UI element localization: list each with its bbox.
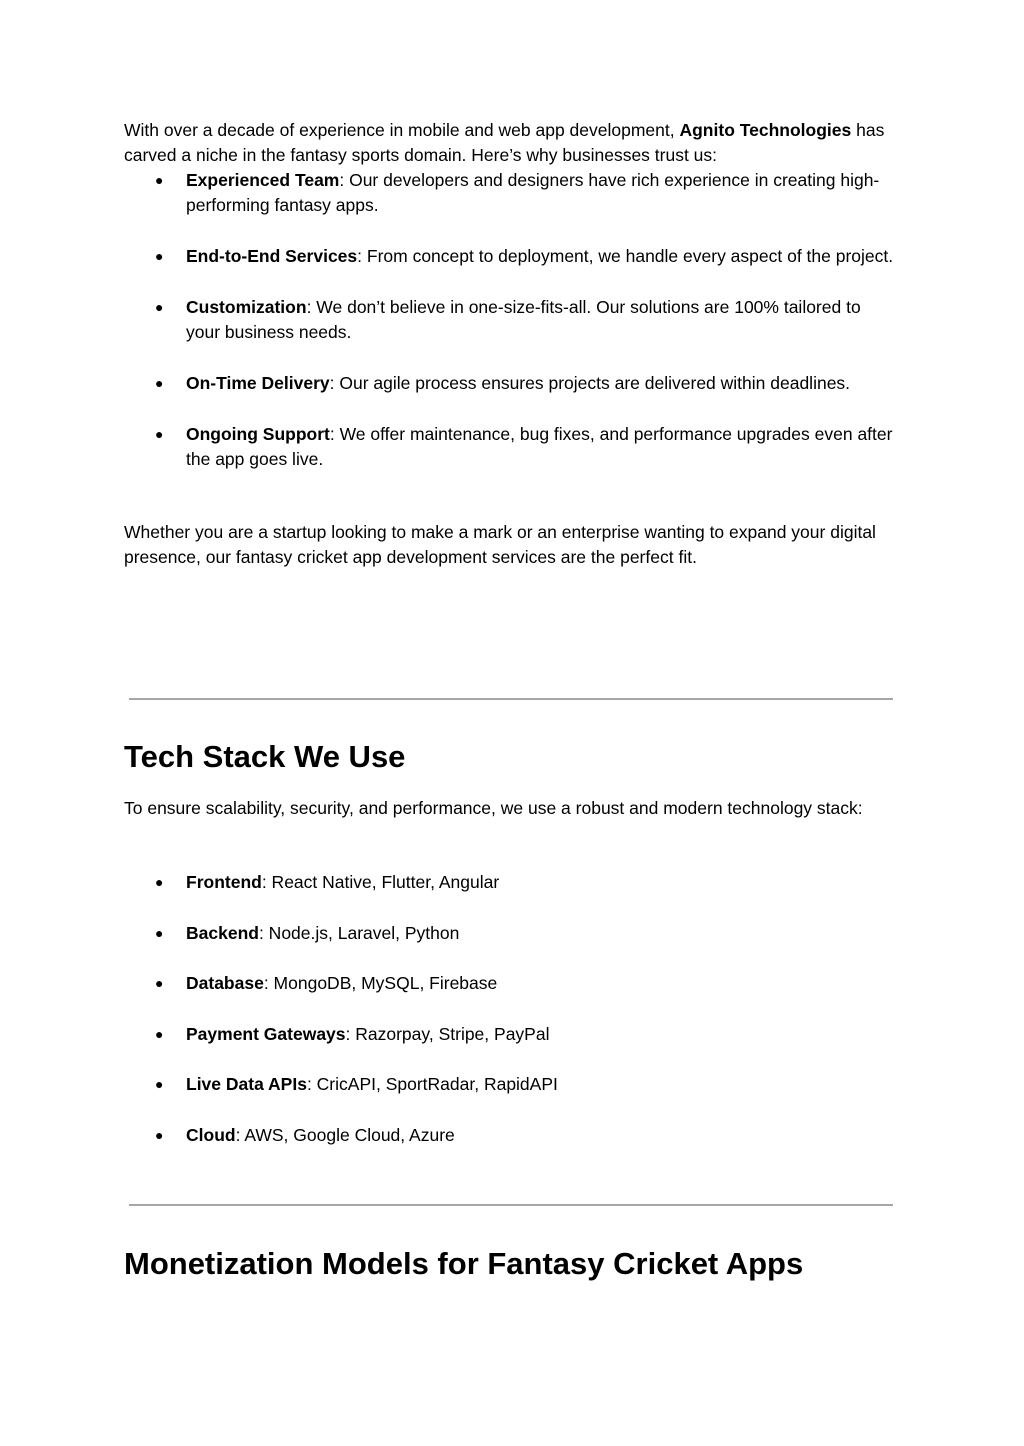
bullet-icon: ● (155, 248, 164, 264)
tech-term: Payment Gateways (186, 1023, 346, 1044)
tech-term: Backend (186, 922, 259, 943)
bullet-icon: ● (155, 1126, 164, 1143)
bullet-icon: ● (155, 172, 164, 188)
bullet-icon: ● (155, 299, 164, 315)
reason-desc: : We offer maintenance, bug fixes, and performance upgrades even after the app goes live. (186, 424, 893, 469)
bullet-icon: ● (155, 375, 164, 391)
tech-stack-intro: To ensure scalability, security, and performance, we use a robust and modern technology stack: (124, 798, 863, 818)
tech-desc: : AWS, Google Cloud, Azure (235, 1124, 455, 1145)
list-item (124, 921, 894, 946)
list-item (124, 371, 894, 396)
bullet-icon: ● (155, 1076, 164, 1092)
reason-desc: : Our developers and designers have rich experience in creating high-performing fantasy apps. (186, 170, 880, 215)
tech-desc: : React Native, Flutter, Angular (261, 872, 500, 892)
closing-paragraph: Whether you are a startup looking to make a mark or an enterprise wanting to expand your digital presence, our fantasy cricket app development services are the perfect fit. (124, 522, 876, 567)
reasons-list (124, 168, 894, 472)
reason-term: End-to-End Services (186, 246, 358, 266)
page-content (124, 118, 894, 1281)
bullet-icon: ● (155, 924, 164, 941)
tech-stack-list (124, 870, 894, 1148)
list-item (124, 1123, 894, 1148)
list-item (124, 870, 894, 895)
tech-desc: : MongoDB, MySQL, Firebase (263, 973, 498, 993)
tech-desc: : CricAPI, SportRadar, RapidAPI (306, 1074, 558, 1094)
reason-desc: : We don’t believe in one-size-fits-all. Our solutions are 100% tailored to your business needs. (186, 297, 861, 342)
tech-desc: : Razorpay, Stripe, PayPal (345, 1023, 550, 1044)
tech-term: Frontend (186, 872, 262, 892)
reason-term: Experienced Team (186, 170, 340, 190)
reason-term: On-Time Delivery (186, 373, 330, 393)
bullet-icon: ● (155, 975, 164, 991)
tech-term: Live Data APIs (186, 1074, 307, 1094)
reason-term: Ongoing Support (186, 424, 330, 444)
tech-term: Database (186, 973, 264, 993)
list-item (124, 422, 894, 472)
list-item (124, 1072, 894, 1097)
list-item (124, 244, 894, 269)
list-item (124, 1022, 894, 1047)
intro-text-start: With over a decade of experience in mobile and web app development, (124, 120, 680, 140)
list-item (124, 295, 894, 345)
section-divider (129, 698, 893, 700)
list-item (124, 971, 894, 996)
tech-term: Cloud (186, 1124, 236, 1145)
intro-paragraph (124, 118, 894, 168)
reason-desc: : From concept to deployment, we handle every aspect of the project. (357, 246, 894, 266)
tech-desc: : Node.js, Laravel, Python (258, 922, 460, 943)
monetization-heading: Monetization Models for Fantasy Cricket Apps (124, 1246, 804, 1281)
company-name: Agnito Technologies (679, 120, 852, 140)
section-divider (129, 1204, 893, 1206)
bullet-icon: ● (155, 1025, 164, 1042)
reason-desc: : Our agile process ensures projects are delivered within deadlines. (329, 373, 851, 393)
bullet-icon: ● (155, 426, 164, 442)
list-item (124, 168, 894, 218)
reason-term: Customization (186, 297, 307, 317)
bullet-icon: ● (155, 874, 164, 890)
intro-text-end: has carved a niche in the fantasy sports domain. Here’s why businesses trust us: (124, 120, 885, 165)
tech-stack-heading: Tech Stack We Use (124, 739, 406, 774)
